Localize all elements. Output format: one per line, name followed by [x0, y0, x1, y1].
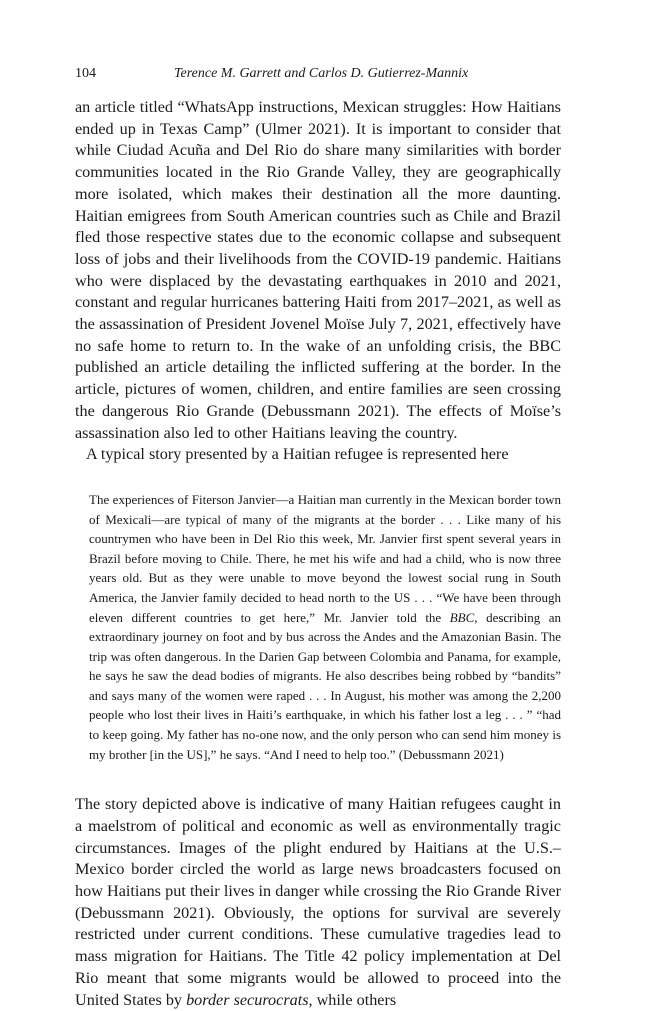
- paragraph: [75, 794, 561, 1011]
- paragraph: an article titled “WhatsApp instructions, Mexican struggles: How Haitians ended up in Texas Camp” (Ulmer 2021). It is important to consider that while Ciudad Acuña and Del Rio do share many similarities with border communities located in the Rio Grande Valley, they are geographically more isolated, which makes their destination all the more daunting. Haitian emigrees from South American countries such as Chile and Brazil fled those respective states due to the economic collapse and subsequent loss of jobs and their livelihoods from the COVID-19 pandemic. Haitians who were displaced by the devastating earthquakes in 2010 and 2021, constant and regular hurricanes battering Haiti from 2017–2021, as well as the assassination of President Jovenel Moïse July 7, 2021, effectively have no safe home to return to. In the wake of an unfolding crisis, the BBC published an article detailing the inflicted suffering at the border. In the article, pictures of women, children, and entire families are seen crossing the dangerous Rio Grande (Debussmann 2021). The effects of Moïse’s assassination also led to other Haitians leaving the country.: [75, 98, 561, 442]
- quote-emphasis: BBC: [449, 609, 475, 625]
- paragraph-part: The story depicted above is indicative of many Haitian refugees caught in a maelstrom of political and economic as well as environmentally tragic circumstances. Images of the plight endured by Haitians at the U.S.–Mexico border circled the world as large news broadcasters focused on how Haitians put their lives in danger while crossing the Rio Grande River (Debussmann 2021). Obviously, the options for survival are severely restricted under current conditions. These cumulative tragedies lead to mass migration for Haitians. The Title 42 policy implementation at Del Rio meant that some migrants would be allowed to proceed into the United States by: [75, 795, 561, 1009]
- paragraph-part: while others: [312, 990, 397, 1009]
- quote-text-part: , describing an extraordinary journey on foot and by bus across the Andes and the Amazonian Basin. The trip was often dangerous. In the Darien Gap between Colombia and Panama, for example, he says he saw the dead bodies of migrants. He also describes being robbed by “bandits” and says many of the women were raped . . . In August, his mother was among the 2,200 people who lost their lives in Haiti’s earthquake, in which his father lost a leg . . . ” “had to keep going. My father has no-one now, and the only person who can send him money is my brother [in the US],” he says. “And I need to help too.” (Debussmann 2021): [89, 609, 562, 762]
- quote-text: [89, 490, 561, 764]
- main-text: [75, 97, 561, 466]
- running-title: Terence M. Garrett and Carlos D. Gutierrez-Mannix: [174, 66, 469, 81]
- paragraph-emphasis: border securocrats,: [186, 990, 313, 1009]
- block-quote: [89, 490, 561, 764]
- book-page: [75, 63, 561, 1011]
- running-header: [75, 63, 561, 85]
- paragraph-quote-intro: A typical story presented by a Haitian refugee is represented here: [86, 445, 509, 464]
- main-text-continued: [75, 794, 561, 1011]
- quote-text-part: The experiences of Fiterson Janvier—a Haitian man currently in the Mexican border town of Mexicali—are typical of many of the migrants at the border . . . Like many of his countrymen who have been in Del Rio this week, Mr. Janvier first spent several years in Brazil before moving to Chile. There, he met his wife and had a child, who is now three years old. But as they were unable to move beyond the lowest social rung in South America, the Janvier family decided to head north to the US . . . “We have been through eleven different countries to get here,” Mr. Janvier told the: [89, 491, 561, 625]
- page-number: 104: [75, 66, 96, 81]
